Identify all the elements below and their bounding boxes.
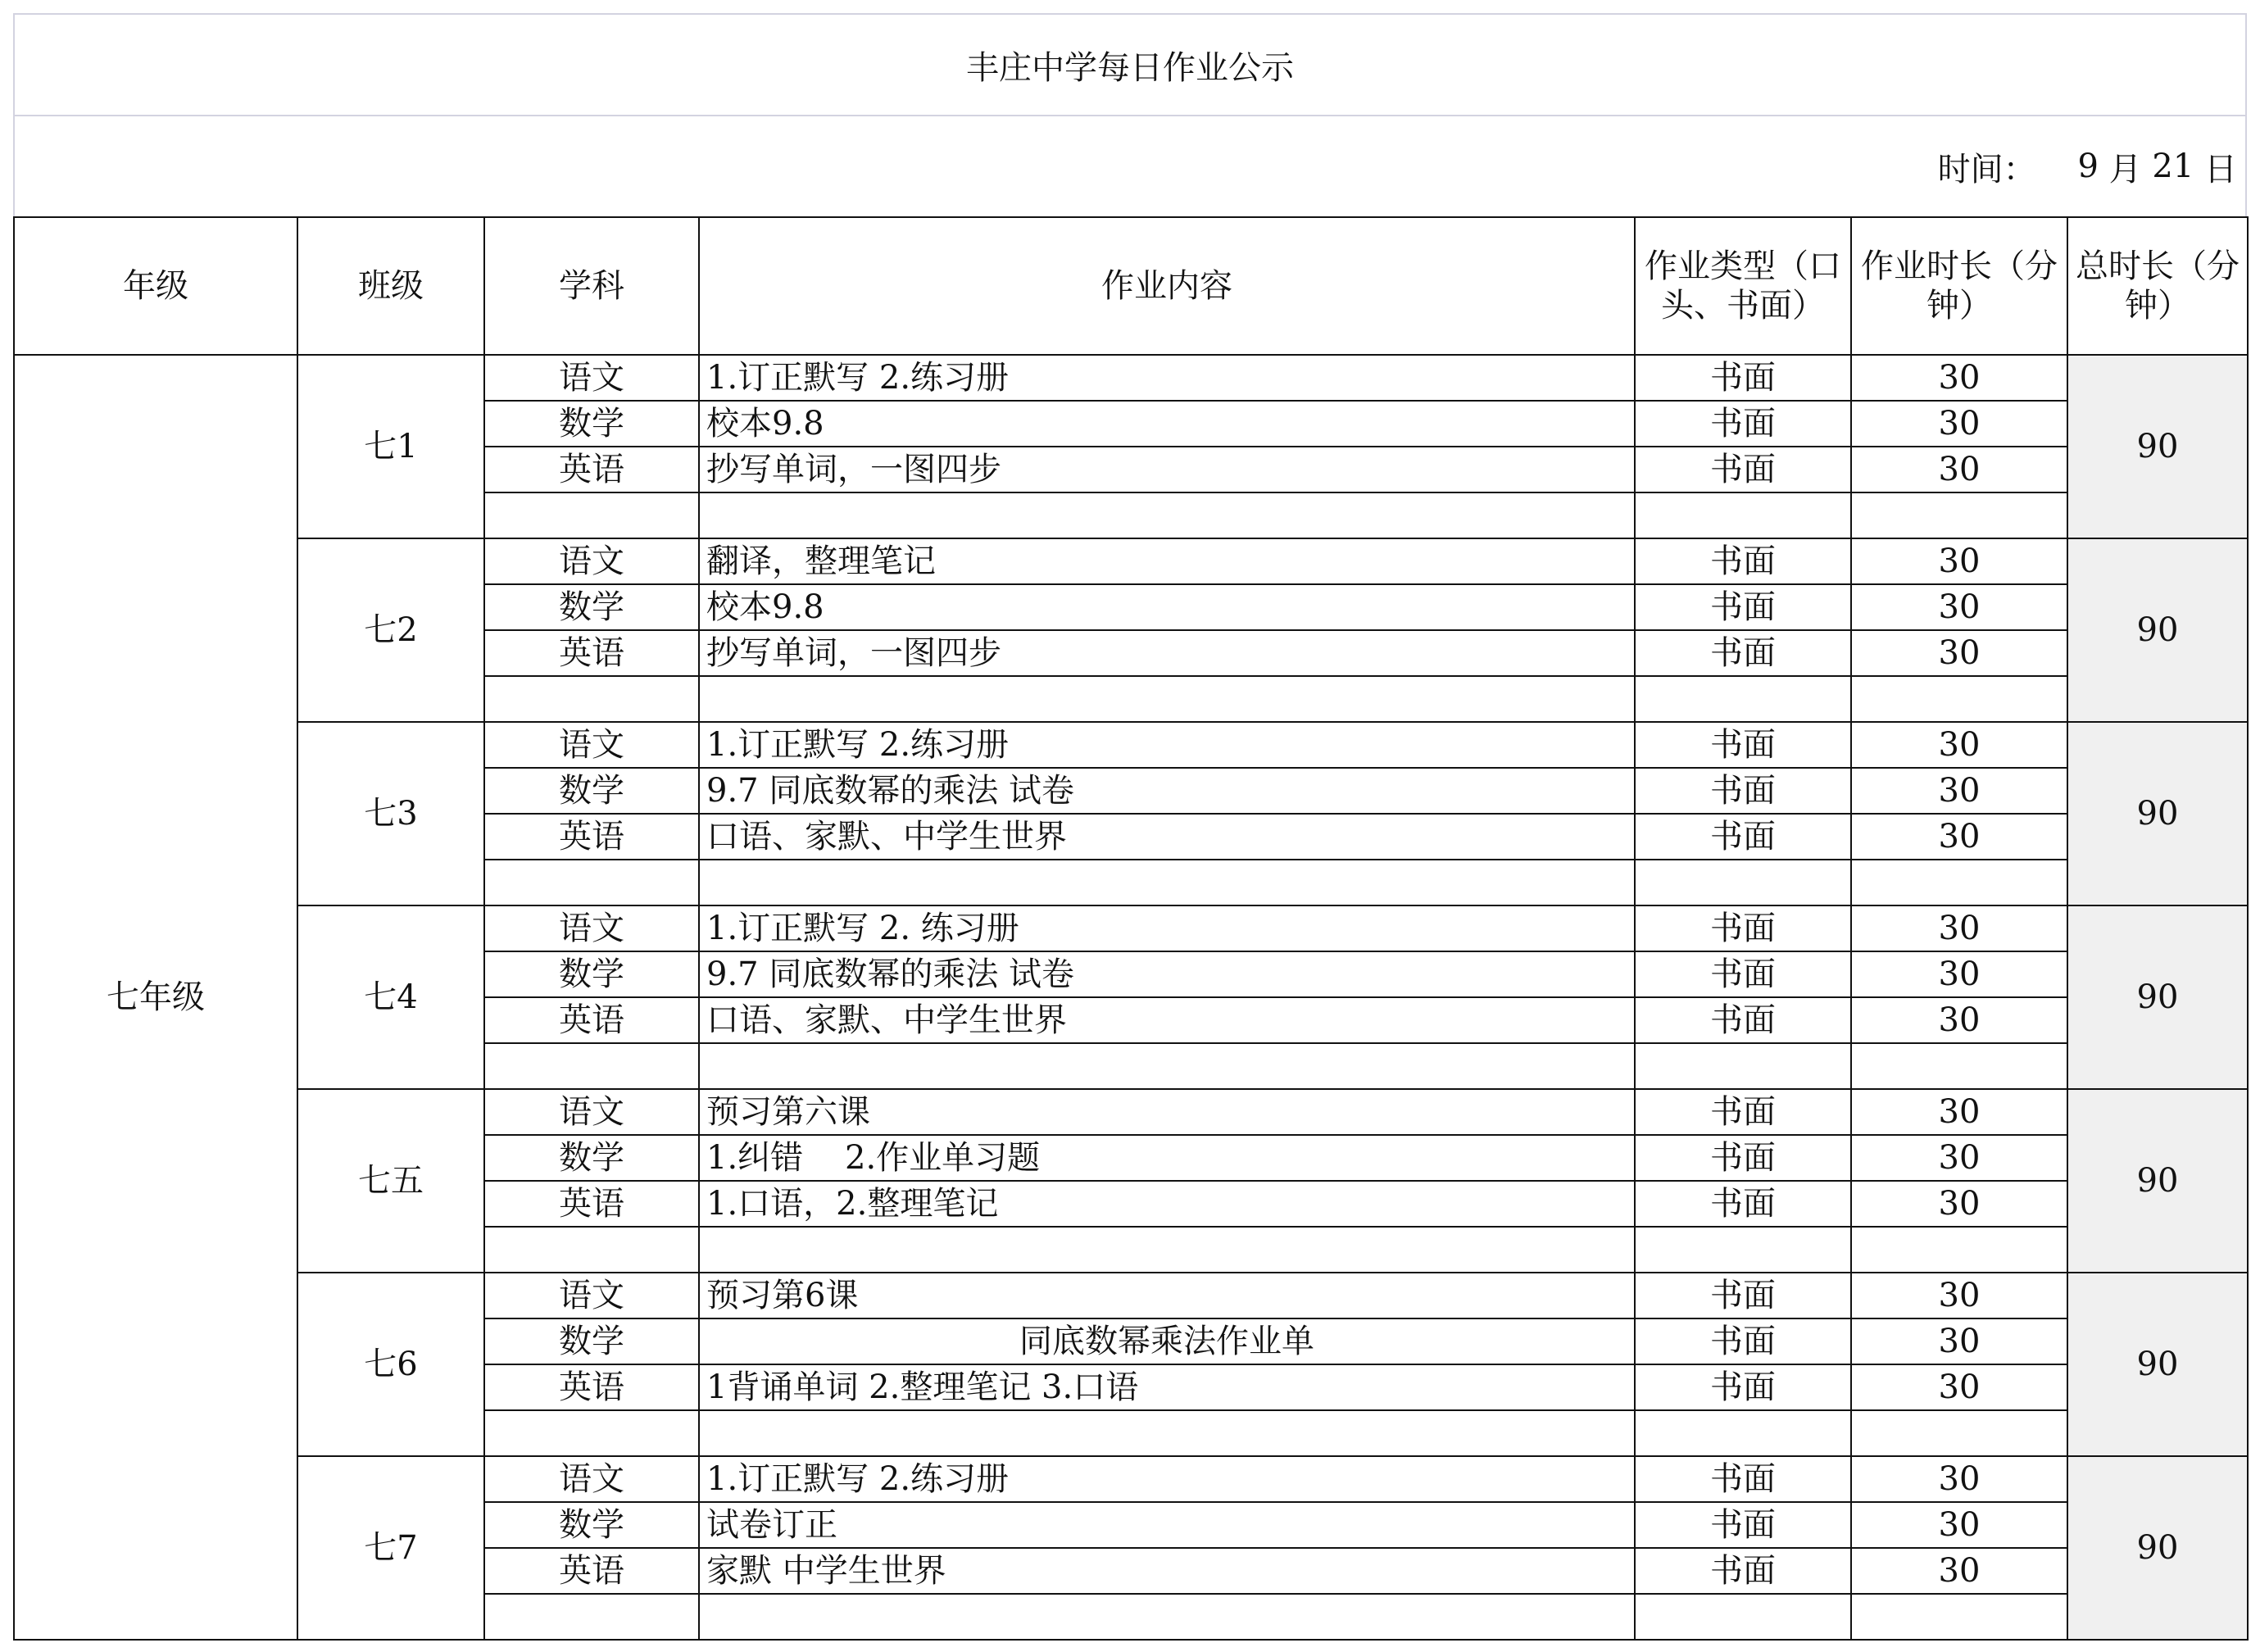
subject-cell: 数学 (484, 768, 699, 814)
total-cell: 90 (2067, 1089, 2248, 1273)
header-grade: 年级 (14, 217, 297, 355)
type-cell: 书面 (1635, 722, 1851, 768)
content-cell: 口语、家默、中学生世界 (699, 814, 1635, 860)
content-cell: 1.订正默写 2.练习册 (699, 355, 1635, 401)
subject-cell: 数学 (484, 951, 699, 997)
duration-cell: 30 (1851, 1273, 2067, 1318)
table-row (14, 1273, 2248, 1318)
empty-cell (699, 1410, 1635, 1456)
table-row (14, 538, 2248, 584)
subject-cell: 英语 (484, 1548, 699, 1594)
table-row (14, 905, 2248, 951)
content-cell: 1.订正默写 2.练习册 (699, 722, 1635, 768)
empty-cell (484, 1594, 699, 1640)
duration-cell: 30 (1851, 1089, 2067, 1135)
table-row (14, 722, 2248, 768)
header-class: 班级 (297, 217, 484, 355)
duration-cell: 30 (1851, 1456, 2067, 1502)
empty-cell (699, 1043, 1635, 1089)
subject-cell: 数学 (484, 1135, 699, 1181)
duration-cell: 30 (1851, 1318, 2067, 1364)
content-cell: 预习第6课 (699, 1273, 1635, 1318)
empty-cell (1635, 1410, 1851, 1456)
page-title: 丰庄中学每日作业公示 (966, 48, 1294, 87)
type-cell: 书面 (1635, 1089, 1851, 1135)
duration-cell: 30 (1851, 1364, 2067, 1410)
class-cell: 七五 (297, 1089, 484, 1273)
type-cell: 书面 (1635, 768, 1851, 814)
duration-cell: 30 (1851, 1548, 2067, 1594)
subject-cell: 语文 (484, 905, 699, 951)
empty-cell (1635, 1594, 1851, 1640)
duration-cell: 30 (1851, 355, 2067, 401)
total-cell: 90 (2067, 538, 2248, 722)
empty-cell (1635, 1227, 1851, 1273)
empty-cell (484, 1043, 699, 1089)
empty-cell (1851, 1227, 2067, 1273)
subject-cell: 英语 (484, 1181, 699, 1227)
duration-cell: 30 (1851, 997, 2067, 1043)
content-cell: 1.订正默写 2.练习册 (699, 1456, 1635, 1502)
class-cell: 七3 (297, 722, 484, 905)
type-cell: 书面 (1635, 1364, 1851, 1410)
empty-cell (1851, 1043, 2067, 1089)
subject-cell: 英语 (484, 814, 699, 860)
empty-cell (484, 860, 699, 905)
empty-cell (484, 492, 699, 538)
table-row (14, 1089, 2248, 1135)
empty-cell (699, 492, 1635, 538)
empty-cell (1851, 1410, 2067, 1456)
homework-sheet (13, 13, 2247, 1641)
empty-cell (484, 1410, 699, 1456)
table-row (14, 355, 2248, 401)
subject-cell: 语文 (484, 355, 699, 401)
duration-cell: 30 (1851, 722, 2067, 768)
content-cell: 试卷订正 (699, 1502, 1635, 1548)
content-cell: 同底数幂乘法作业单 (699, 1318, 1635, 1364)
duration-cell: 30 (1851, 905, 2067, 951)
empty-cell (699, 1594, 1635, 1640)
type-cell: 书面 (1635, 447, 1851, 492)
duration-cell: 30 (1851, 951, 2067, 997)
content-cell: 1.口语，2.整理笔记 (699, 1181, 1635, 1227)
empty-cell (1851, 676, 2067, 722)
total-cell: 90 (2067, 1456, 2248, 1640)
type-cell: 书面 (1635, 355, 1851, 401)
class-cell: 七1 (297, 355, 484, 538)
content-cell: 9.7 同底数幂的乘法 试卷 (699, 768, 1635, 814)
type-cell: 书面 (1635, 1181, 1851, 1227)
empty-cell (1635, 492, 1851, 538)
type-cell: 书面 (1635, 814, 1851, 860)
date-row (13, 115, 2247, 216)
class-cell: 七4 (297, 905, 484, 1089)
type-cell: 书面 (1635, 538, 1851, 584)
type-cell: 书面 (1635, 630, 1851, 676)
duration-cell: 30 (1851, 1502, 2067, 1548)
header-type: 作业类型（口头、书面） (1635, 217, 1851, 355)
content-cell: 9.7 同底数幂的乘法 试卷 (699, 951, 1635, 997)
homework-table (13, 216, 2249, 1641)
subject-cell: 英语 (484, 447, 699, 492)
subject-cell: 语文 (484, 1089, 699, 1135)
content-cell: 1背诵单词 2.整理笔记 3.口语 (699, 1364, 1635, 1410)
subject-cell: 英语 (484, 630, 699, 676)
empty-cell (484, 676, 699, 722)
type-cell: 书面 (1635, 951, 1851, 997)
class-cell: 七7 (297, 1456, 484, 1640)
header-content: 作业内容 (699, 217, 1635, 355)
date-month: 9 (2077, 148, 2099, 185)
content-cell: 口语、家默、中学生世界 (699, 997, 1635, 1043)
empty-cell (1635, 676, 1851, 722)
duration-cell: 30 (1851, 584, 2067, 630)
subject-cell: 数学 (484, 1318, 699, 1364)
type-cell: 书面 (1635, 401, 1851, 447)
header-row (14, 217, 2248, 355)
content-cell: 校本9.8 (699, 584, 1635, 630)
date-label: 时间： (1937, 150, 2036, 188)
content-cell: 家默 中学生世界 (699, 1548, 1635, 1594)
type-cell: 书面 (1635, 584, 1851, 630)
empty-cell (699, 1227, 1635, 1273)
type-cell: 书面 (1635, 1456, 1851, 1502)
type-cell: 书面 (1635, 1273, 1851, 1318)
grade-cell: 七年级 (14, 355, 297, 1640)
subject-cell: 英语 (484, 1364, 699, 1410)
content-cell: 校本9.8 (699, 401, 1635, 447)
duration-cell: 30 (1851, 538, 2067, 584)
type-cell: 书面 (1635, 997, 1851, 1043)
date-day: 21 (2152, 148, 2194, 185)
type-cell: 书面 (1635, 1318, 1851, 1364)
total-cell: 90 (2067, 355, 2248, 538)
class-cell: 七6 (297, 1273, 484, 1456)
subject-cell: 语文 (484, 1456, 699, 1502)
duration-cell: 30 (1851, 630, 2067, 676)
duration-cell: 30 (1851, 447, 2067, 492)
content-cell: 预习第六课 (699, 1089, 1635, 1135)
header-subject: 学科 (484, 217, 699, 355)
type-cell: 书面 (1635, 1548, 1851, 1594)
type-cell: 书面 (1635, 1135, 1851, 1181)
header-duration: 作业时长（分钟） (1851, 217, 2067, 355)
empty-cell (1635, 860, 1851, 905)
content-cell: 1.纠错 2.作业单习题 (699, 1135, 1635, 1181)
empty-cell (1851, 492, 2067, 538)
title-row (13, 13, 2247, 115)
type-cell: 书面 (1635, 1502, 1851, 1548)
content-cell: 翻译，整理笔记 (699, 538, 1635, 584)
content-cell: 抄写单词，一图四步 (699, 447, 1635, 492)
header-total: 总时长（分钟） (2067, 217, 2248, 355)
content-cell: 1.订正默写 2. 练习册 (699, 905, 1635, 951)
empty-cell (699, 676, 1635, 722)
empty-cell (1851, 1594, 2067, 1640)
class-cell: 七2 (297, 538, 484, 722)
subject-cell: 语文 (484, 1273, 699, 1318)
empty-cell (484, 1227, 699, 1273)
empty-cell (1851, 860, 2067, 905)
date-month-unit: 月 (2108, 150, 2142, 188)
empty-cell (699, 860, 1635, 905)
subject-cell: 数学 (484, 401, 699, 447)
subject-cell: 数学 (484, 1502, 699, 1548)
empty-cell (1635, 1043, 1851, 1089)
table-row (14, 1456, 2248, 1502)
duration-cell: 30 (1851, 1135, 2067, 1181)
total-cell: 90 (2067, 1273, 2248, 1456)
content-cell: 抄写单词，一图四步 (699, 630, 1635, 676)
subject-cell: 语文 (484, 538, 699, 584)
duration-cell: 30 (1851, 814, 2067, 860)
duration-cell: 30 (1851, 1181, 2067, 1227)
total-cell: 90 (2067, 905, 2248, 1089)
table-body (14, 355, 2248, 1640)
date-day-unit: 日 (2204, 150, 2237, 188)
subject-cell: 数学 (484, 584, 699, 630)
total-cell: 90 (2067, 722, 2248, 905)
subject-cell: 语文 (484, 722, 699, 768)
subject-cell: 英语 (484, 997, 699, 1043)
duration-cell: 30 (1851, 401, 2067, 447)
duration-cell: 30 (1851, 768, 2067, 814)
type-cell: 书面 (1635, 905, 1851, 951)
